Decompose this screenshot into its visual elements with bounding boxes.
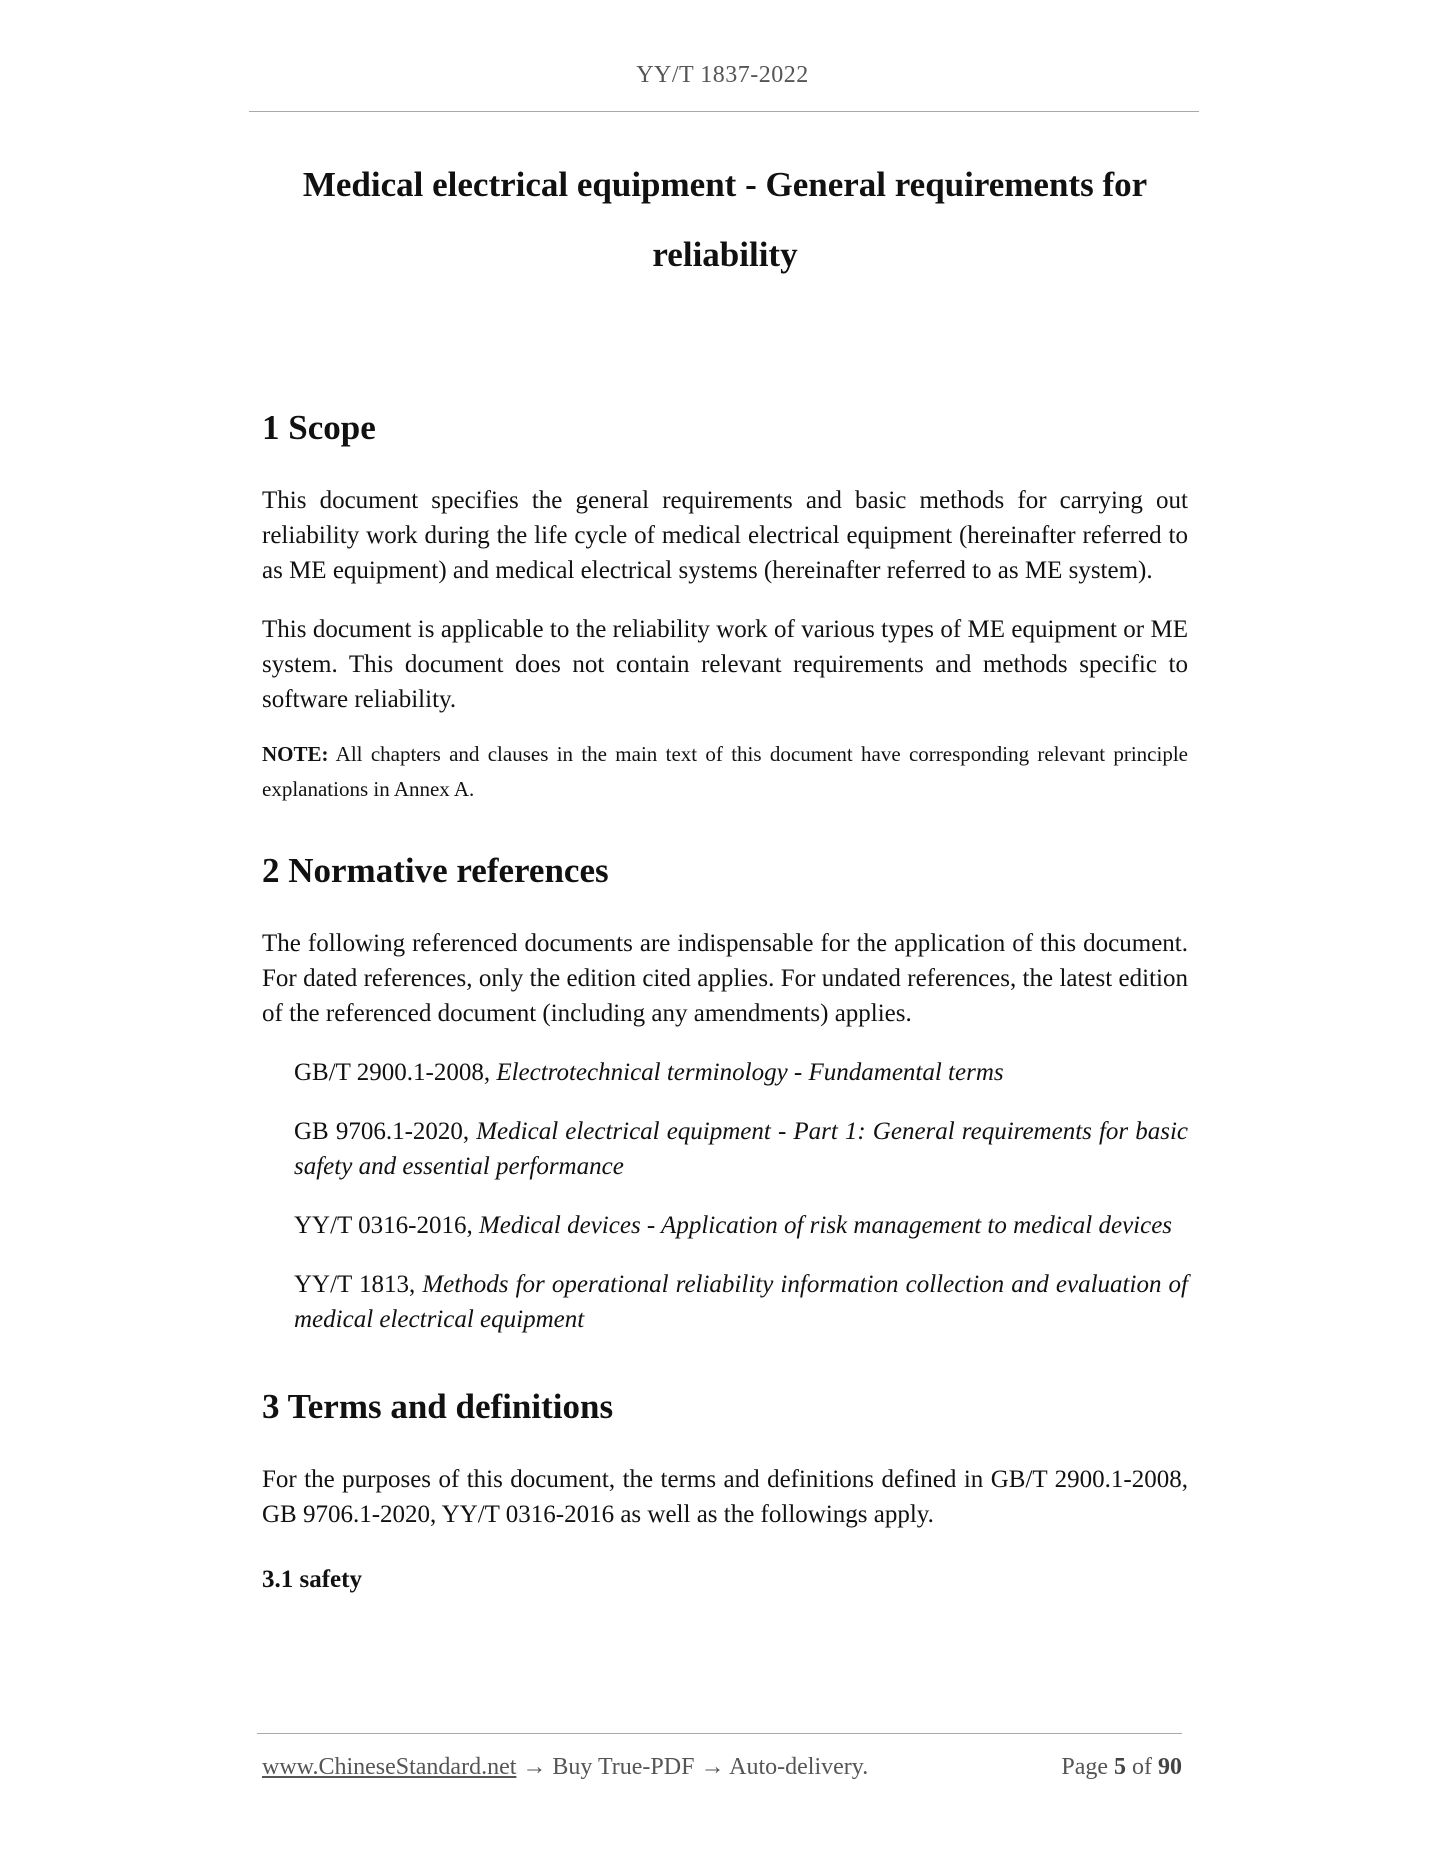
heading-normative-references: 2 Normative references bbox=[262, 851, 609, 890]
total-pages: 90 bbox=[1158, 1754, 1182, 1780]
reference-code: GB/T 2900.1-2008, bbox=[294, 1059, 497, 1086]
note-label: NOTE: bbox=[262, 742, 329, 766]
reference-item bbox=[294, 1114, 1188, 1184]
document-title bbox=[262, 150, 1188, 290]
reference-code: YY/T 0316-2016, bbox=[294, 1212, 479, 1239]
note-text: All chapters and clauses in the main text of this document have corresponding relevant principle explanations in Annex A. bbox=[262, 742, 1188, 801]
scope-paragraph-2: This document is applicable to the reliability work of various types of ME equipment or ME system. This document does not contain relevant requirements and methods specific to software reliability. bbox=[262, 616, 1188, 713]
heading-terms-and-definitions: 3 Terms and definitions bbox=[262, 1387, 614, 1426]
reference-title: Electrotechnical terminology - Fundamental terms bbox=[496, 1059, 1004, 1086]
arrow-icon: → bbox=[516, 1754, 553, 1780]
page-number bbox=[1061, 1752, 1182, 1782]
reference-title: Methods for operational reliability information collection and evaluation of medical electrical equipment bbox=[294, 1271, 1189, 1333]
reference-item bbox=[294, 1055, 1188, 1090]
current-page: 5 bbox=[1114, 1754, 1126, 1780]
reference-title: Medical devices - Application of risk management to medical devices bbox=[478, 1212, 1173, 1239]
reference-title: Medical electrical equipment - Part 1: General requirements for basic safety and essential performance bbox=[294, 1118, 1188, 1180]
reference-code: YY/T 1813, bbox=[294, 1271, 423, 1298]
site-link[interactable]: www.ChineseStandard.net bbox=[262, 1754, 517, 1780]
document-body bbox=[262, 150, 1188, 1597]
heading-scope: 1 Scope bbox=[262, 408, 376, 447]
footer-promo bbox=[262, 1752, 868, 1782]
title-line-1: Medical electrical equipment - General requirements for bbox=[302, 165, 1148, 204]
of-label: of bbox=[1126, 1754, 1158, 1780]
reference-code: GB 9706.1-2020, bbox=[294, 1118, 477, 1145]
normative-paragraph: The following referenced documents are indispensable for the application of this document. For dated references, only the edition cited applies. For undated references, the latest edition of the referenced document (including any amendments) applies. bbox=[262, 930, 1188, 1027]
title-line-2: reliability bbox=[652, 235, 798, 274]
reference-item bbox=[294, 1208, 1188, 1243]
footer-divider bbox=[257, 1733, 1182, 1734]
reference-item bbox=[294, 1267, 1188, 1337]
page-label: Page bbox=[1061, 1754, 1114, 1780]
scope-paragraph-1: This document specifies the general requirements and basic methods for carrying out reliability work during the life cycle of medical electrical equipment (hereinafter referred to as ME equipment) and medical electrical systems (hereinafter referred to as ME system). bbox=[262, 487, 1188, 584]
subheading-safety: 3.1 safety bbox=[262, 1566, 362, 1593]
scope-note bbox=[262, 737, 1188, 807]
buy-text: Buy True-PDF bbox=[552, 1754, 695, 1780]
header-divider bbox=[249, 111, 1199, 112]
header-doc-code: YY/T 1837-2022 bbox=[636, 62, 809, 88]
terms-paragraph: For the purposes of this document, the terms and definitions defined in GB/T 2900.1-2008, GB 9706.1-2020, YY/T 0316-2016 as well as the followings apply. bbox=[262, 1466, 1188, 1528]
delivery-text: Auto-delivery. bbox=[729, 1754, 869, 1780]
arrow-icon: → bbox=[694, 1754, 730, 1780]
